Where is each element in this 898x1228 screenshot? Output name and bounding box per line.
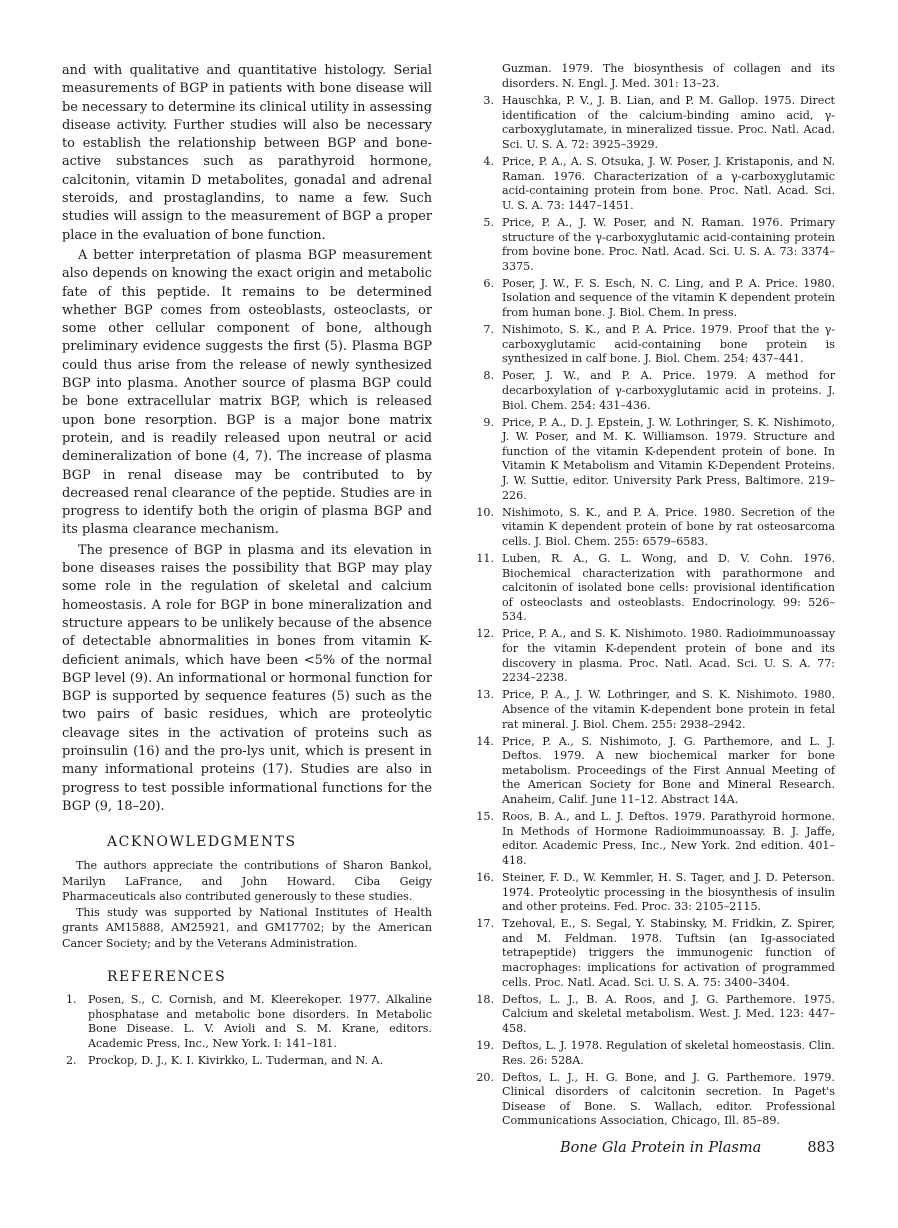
body-paragraph: and with qualitative and quantitative histology. Serial measurements of BGP in patients with bone disease will be necessary to determine its clinical utility in assessing disease activity. Further studies will also be necessary to establish the relationship between BGP and bone-active substances such as parathyroid hormone, calcitonin, vitamin D metabolites, gonadal and adrenal steroids, and prostaglandins, to name a few. Such studies will assign to the measurement of BGP a proper place in the evaluation of bone function. bbox=[62, 63, 432, 243]
reference-number: 13. bbox=[476, 688, 494, 702]
reference-number: 15. bbox=[476, 810, 494, 824]
reference-number: 6. bbox=[483, 276, 494, 290]
reference-text: Poser, J. W., F. S. Esch, N. C. Ling, and P. A. Price. 1980. Isolation and sequence of the vitamin K dependent protein from human bone. J. Biol. Chem. In press. bbox=[502, 276, 835, 319]
reference-text: Poser, J. W., and P. A. Price. 1979. A method for decarboxylation of γ-carboxyglutamic acid in proteins. J. Biol. Chem. 254: 431–436. bbox=[502, 369, 835, 412]
right-column bbox=[470, 62, 835, 1129]
reference-text: Price, P. A., S. Nishimoto, J. G. Parthemore, and L. J. Deftos. 1979. A new biochemical marker for bone metabolism. Proceedings of the First Annual Meeting of the American Society for Bone and Mineral Research. Anaheim, Calif. June 11–12. Abstract 14A. bbox=[502, 734, 835, 806]
reference-text: Deftos, L. J., B. A. Roos, and J. G. Parthemore. 1975. Calcium and skeletal metabolism. West. J. Med. 123: 447–458. bbox=[502, 992, 835, 1035]
reference-text: Price, P. A., J. W. Poser, and N. Raman. 1976. Primary structure of the γ-carboxyglutamic acid-containing protein from bovine bone. Proc. Natl. Acad. Sci. U. S. A. 73: 3374–3375. bbox=[502, 215, 835, 273]
reference-number: 7. bbox=[483, 323, 494, 337]
reference-text: Tzehoval, E., S. Segal, Y. Stabinsky, M. Fridkin, Z. Spirer, and M. Feldman. 1978. Tuftsin (an Ig-associated tetrapeptide) triggers the immunogenic function of macrophages: implications for activation of programmed cells. Proc. Natl. Acad. Sci. U. S. A. 75: 3400–3404. bbox=[502, 917, 835, 989]
left-column bbox=[62, 62, 432, 1069]
reference-item bbox=[62, 993, 432, 1051]
reference-text: Price, P. A., A. S. Otsuka, J. W. Poser, J. Kristaponis, and N. Raman. 1976. Characterization of a γ-carboxyglutamic acid-containing protein from bone. Proc. Natl. Acad. Sci. U. S. A. 73: 1447–1451. bbox=[502, 155, 835, 212]
reference-item bbox=[470, 810, 835, 868]
reference-text: Prockop, D. J., K. I. Kivirkko, L. Tuderman, and N. A. bbox=[88, 1054, 384, 1068]
acknowledgments-paragraph: This study was supported by National Institutes of Health grants AM15888, AM25921, and GM17702; by the American Cancer Society; and by the Veterans Administration. bbox=[62, 905, 432, 950]
reference-item bbox=[470, 277, 835, 321]
reference-number: 16. bbox=[476, 870, 494, 884]
reference-item bbox=[470, 735, 835, 808]
reference-item bbox=[470, 323, 835, 367]
reference-number: 4. bbox=[483, 155, 494, 169]
body-paragraph: The presence of BGP in plasma and its elevation in bone diseases raises the possibility that BGP may play some role in the regulation of skeletal and calcium homeostasis. A role for BGP in bone mineralization and structure appears to be unlikely because of the absence of detectable abnormalities in bones from vitamin K-deficient animals, which have been <5% of the normal BGP level (9). An informational or hormonal function for BGP is supported by sequence features (5) such as the two pairs of basic residues, which are proteolytic cleavage sites in the activation of proteins such as proinsulin (16) and the pro-lys unit, which is present in many informational proteins (17). Studies are also in progress to test possible informational functions for the BGP (9, 18–20). bbox=[62, 542, 432, 814]
reference-number: 20. bbox=[476, 1070, 494, 1084]
reference-text: Roos, B. A., and L. J. Deftos. 1979. Parathyroid hormone. In Methods of Hormone Radioimmunoassay. B. J. Jaffe, editor. Academic Press, Inc., New York. 2nd edition. 401–418. bbox=[502, 810, 835, 867]
reference-text: Luben, R. A., G. L. Wong, and D. V. Cohn. 1976. Biochemical characterization with parathormone and calcitonin of isolated bone cells: provisional identification of osteoclasts and osteoblasts. Endocrinology. 99: 526–534. bbox=[502, 552, 835, 624]
reference-number: 3. bbox=[483, 94, 494, 108]
reference-text: Price, P. A., J. W. Lothringer, and S. K. Nishimoto. 1980. Absence of the vitamin K-dependent bone protein in fetal rat mineral. J. Biol. Chem. 255: 2938–2942. bbox=[502, 688, 835, 731]
reference-item bbox=[470, 155, 835, 213]
reference-list-left bbox=[62, 993, 432, 1068]
reference-number: 8. bbox=[483, 369, 494, 383]
reference-continuation: Guzman. 1979. The biosynthesis of collagen and its disorders. N. Engl. J. Med. 301: 13–23. bbox=[502, 62, 835, 90]
reference-text: Nishimoto, S. K., and P. A. Price. 1979. Proof that the γ-carboxyglutamic acid-containing bone protein is synthesized in calf bone. J. Biol. Chem. 254: 437–441. bbox=[502, 323, 835, 366]
reference-number: 5. bbox=[483, 215, 494, 229]
reference-number: 17. bbox=[476, 917, 494, 931]
reference-text: Hauschka, P. V., J. B. Lian, and P. M. Gallop. 1975. Direct identification of the calcium-binding amino acid, γ-carboxyglutamate, in mineralized tissue. Proc. Natl. Acad. Sci. U. S. A. 72: 3925–3929. bbox=[502, 94, 835, 151]
reference-number: 9. bbox=[483, 415, 494, 429]
reference-item bbox=[470, 416, 835, 504]
reference-text: Deftos, L. J. 1978. Regulation of skeletal homeostasis. Clin. Res. 26: 528A. bbox=[502, 1039, 835, 1067]
acknowledgments-heading: ACKNOWLEDGMENTS bbox=[107, 834, 297, 851]
reference-item bbox=[470, 871, 835, 915]
reference-item bbox=[470, 1071, 835, 1129]
reference-item bbox=[470, 216, 835, 274]
reference-number: 18. bbox=[476, 992, 494, 1006]
page-number: 883 bbox=[807, 1140, 835, 1156]
reference-item bbox=[470, 506, 835, 550]
reference-number: 2. bbox=[66, 1054, 77, 1068]
reference-item bbox=[62, 1054, 432, 1069]
reference-text: Deftos, L. J., H. G. Bone, and J. G. Parthemore. 1979. Clinical disorders of calcitonin secretion. In Paget's Disease of Bone. S. Wallach, editor. Professional Communications Association, Chicago, Ill. 85–89. bbox=[502, 1070, 835, 1128]
reference-number: 14. bbox=[476, 734, 494, 748]
reference-item bbox=[470, 993, 835, 1037]
reference-item bbox=[470, 369, 835, 413]
reference-number: 19. bbox=[476, 1039, 494, 1052]
reference-list-right bbox=[470, 94, 835, 1129]
reference-item bbox=[470, 94, 835, 152]
reference-text: Price, P. A., D. J. Epstein, J. W. Lothringer, S. K. Nishimoto, J. W. Poser, and M. K. Williamson. 1979. Structure and function of the vitamin K-dependent protein of bone. In Vitamin K Metabolism and Vitamin K-Dependent Proteins. J. W. Suttie, editor. University Park Press, Baltimore. 219–226. bbox=[502, 415, 835, 502]
reference-text: Nishimoto, S. K., and P. A. Price. 1980. Secretion of the vitamin K dependent protein of bone by rat osteosarcoma cells. J. Biol. Chem. 255: 6579–6583. bbox=[502, 505, 835, 548]
reference-text: Steiner, F. D., W. Kemmler, H. S. Tager, and J. D. Peterson. 1974. Proteolytic processing in the biosynthesis of insulin and other proteins. Fed. Proc. 33: 2105–2115. bbox=[502, 870, 835, 914]
reference-number: 10. bbox=[476, 505, 494, 519]
references-heading: REFERENCES bbox=[107, 969, 227, 986]
reference-item bbox=[470, 552, 835, 625]
reference-number: 11. bbox=[476, 552, 494, 565]
reference-item bbox=[470, 627, 835, 685]
body-paragraph: A better interpretation of plasma BGP measurement also depends on knowing the exact origin and metabolic fate of this peptide. It remains to be determined whether BGP comes from osteoblasts, osteoclasts, or some other cellular component of bone, although preliminary evidence suggests the first (5). Plasma BGP could thus arise from the release of newly synthesized BGP into plasma. Another source of plasma BGP could be bone extracellular matrix BGP, which is released upon bone resorption. BGP is a major bone matrix protein, and is readily released upon neutral or acid demineralization of bone (4, 7). The increase of plasma BGP in renal disease may be contributed to by decreased renal clearance of the peptide. Studies are in progress to identify both the origin of plasma BGP and its plasma clearance mechanism. bbox=[62, 247, 432, 538]
reference-text: Price, P. A., and S. K. Nishimoto. 1980. Radioimmunoassay for the vitamin K-dependent protein of bone and its discovery in plasma. Proc. Natl. Acad. Sci. U. S. A. 77: 2234–2238. bbox=[502, 627, 835, 685]
reference-item bbox=[470, 688, 835, 732]
reference-number: 1. bbox=[66, 993, 77, 1007]
running-head: Bone Gla Protein in Plasma bbox=[560, 1140, 762, 1156]
reference-number: 12. bbox=[476, 627, 494, 641]
acknowledgments-paragraph: The authors appreciate the contributions of Sharon Bankol, Marilyn LaFrance, and John Howard. Ciba Geigy Pharmaceuticals also contributed generously to these studies. bbox=[62, 859, 432, 904]
reference-text: Posen, S., C. Cornish, and M. Kleerekoper. 1977. Alkaline phosphatase and metabolic bone disorders. In Metabolic Bone Disease. L. V. Avioli and S. M. Krane, editors. Academic Press, Inc., New York. I: 141–181. bbox=[88, 993, 432, 1050]
reference-item bbox=[470, 917, 835, 990]
reference-item bbox=[470, 1039, 835, 1068]
